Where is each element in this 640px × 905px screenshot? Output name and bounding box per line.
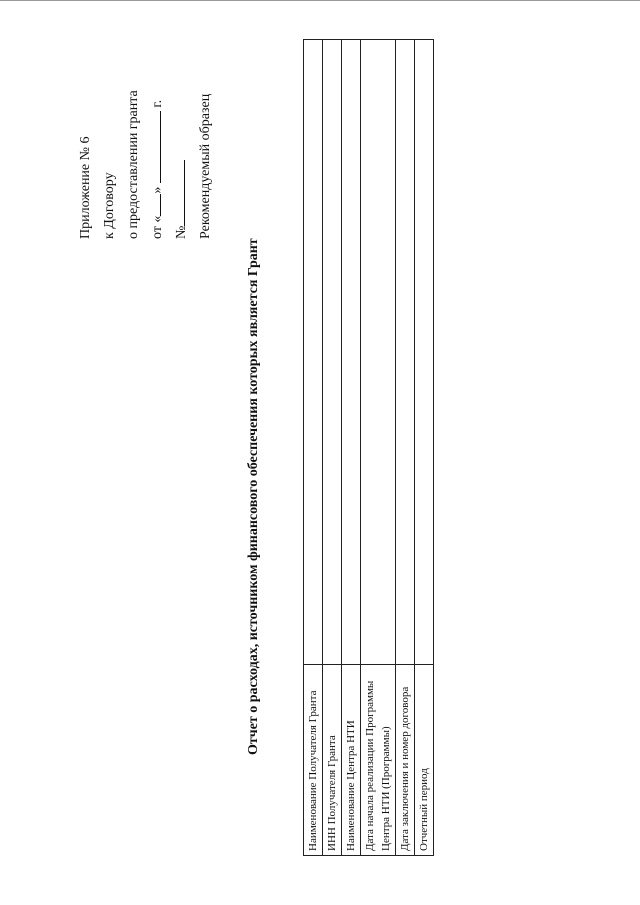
table-row <box>304 40 323 856</box>
table-row <box>396 40 415 856</box>
number-prefix: № <box>174 225 189 239</box>
row-value-nti-center-name[interactable] <box>342 40 361 665</box>
table-row <box>361 40 396 856</box>
table-row <box>342 40 361 856</box>
table-row <box>415 40 434 856</box>
date-suffix: г. <box>150 99 165 108</box>
appendix-contract-ref: к Договору <box>102 172 117 239</box>
date-prefix: от « <box>150 215 165 239</box>
row-label-contract-date-number: Дата заключения и номер договора <box>396 665 415 856</box>
row-label-grant-recipient-name: Наименование Получателя Гранта <box>304 665 323 856</box>
row-label-program-start-date: Дата начала реализации Программы Центра НТИ (Программы) <box>361 665 396 856</box>
contract-number-blank[interactable] <box>171 160 185 226</box>
date-month-blank[interactable] <box>147 111 161 183</box>
appendix-date-line <box>146 90 170 239</box>
row-label-reporting-period: Отчетный период <box>415 665 434 856</box>
date-day-blank[interactable] <box>147 194 161 216</box>
appendix-grant-ref: о предоставлении гранта <box>126 90 141 239</box>
table-row <box>323 40 342 856</box>
date-mid: » <box>150 186 165 194</box>
row-value-contract-date-number[interactable] <box>396 40 415 665</box>
report-title: Отчет о расходах, источником финансового обеспечения которых является Грант <box>246 238 261 755</box>
row-value-grant-recipient-inn[interactable] <box>323 40 342 665</box>
row-value-grant-recipient-name[interactable] <box>304 40 323 665</box>
sample-label: Рекомендуемый образец <box>198 93 213 239</box>
appendix-number-line <box>170 90 194 239</box>
row-value-program-start-date[interactable] <box>361 40 396 665</box>
appendix-number: Приложение № 6 <box>78 136 93 239</box>
row-label-nti-center-name: Наименование Центра НТИ <box>342 665 361 856</box>
row-label-grant-recipient-inn: ИНН Получателя Гранта <box>323 665 342 856</box>
row-value-reporting-period[interactable] <box>415 40 434 665</box>
report-table <box>303 39 434 856</box>
appendix-block <box>74 90 218 239</box>
